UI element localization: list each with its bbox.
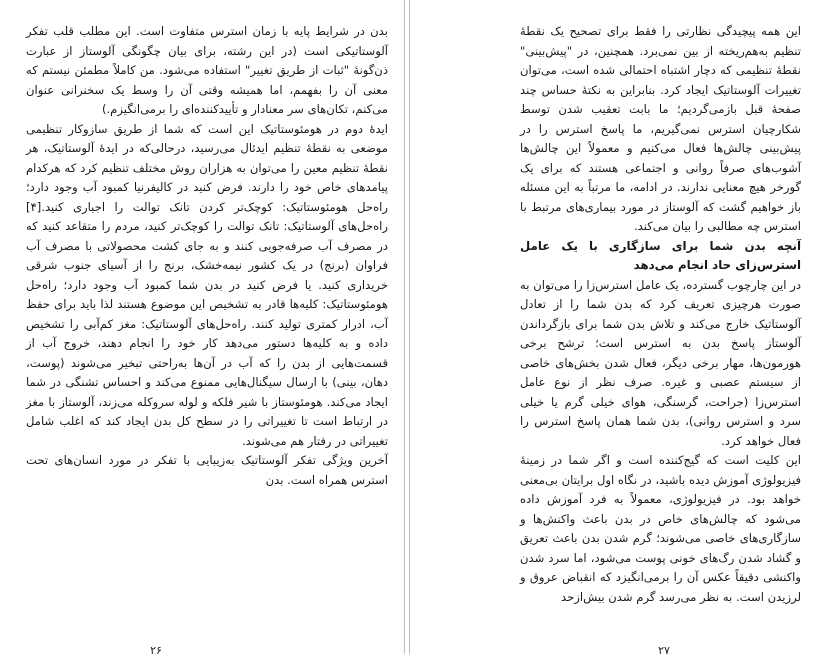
left-page-number: ۲۶: [150, 644, 162, 654]
right-paragraph-2: این کلیت است که گیج‌کننده است و اگر شما در زمینهٔ فیزیولوژی آموزش دیده باشید، در نگاه اول برایتان بی‌معنی خواهد بود. در فیزیولوژی، معمولاً به فرد آموزش داده می‌شود که چالش‌های خاص در بدن باعث واکنش‌ها و سازگاری‌های خاصی می‌شوند؛ گرم شدن بدن باعث تعریق و گشاد شدن رگ‌های خونی پوست می‌شود، اما سرد شدن واکنشی دقیقاً عکس آن را برمی‌انگیزد که انقباض عروق و لرزیدن است. به نظر می‌رسد گرم شدن بیش‌ازحد: [520, 453, 801, 604]
section-heading: آنچه بدن شما برای سازگاری با یک عامل استرس‌زای حاد انجام می‌دهد: [520, 238, 801, 272]
left-page: [0, 0, 403, 654]
left-paragraph-3: آخرین ویژگی تفکر آلوستاتیک به‌زیبایی با تفکر در مورد انسان‌های تحت استرس همراه است. بدن: [26, 453, 388, 487]
left-paragraph-2: ایدهٔ دوم در هومئوستاتیک این است که شما از طریق سازوکار تنظیمی موضعی به نقطهٔ تنظیم ایدئال می‌رسید، درحالی‌که در ایدهٔ آلوستاتیک، هر نقطهٔ تنظیم معین را می‌توان به هزاران روش مختلف تنظیم کرد که هرکدام پیامدهای خاص خود را دارند. فرض کنید در کالیفرنیا کمبود آب وجود دارد؛ راه‌حل هومئوستاتیک: کوچک‌تر کردن تانک توالت را اجباری کنید.[۴] راه‌حل‌های آلوستاتیک: تانک توالت را کوچک‌تر کنید، مردم را متقاعد کنید که در مصرف آب صرفه‌جویی کنند و به جای کشت محصولاتی با مصرف آب فراوان (برنج) در یک کشور نیمه‌خشک، برنج را از آسیای جنوب شرقی خریداری کنید. یا فرض کنید در بدن شما کمبود آب وجود دارد؛ راه‌حل هومئوستاتیک: کلیه‌ها قادر به تشخیص این موضوع هستند لذا باید برای حفظ آب، ادرار کمتری تولید کنند. راه‌حل‌های آلوستاتیک: مغز کم‌آبی را تشخیص داده و به کلیه‌ها دستور می‌دهد کار خود را انجام دهند، خروج آب از قسمت‌هایی از بدن را که آب در آن‌ها به‌راحتی تبخیر می‌شوند (پوست، دهان، بینی) با ارسال سیگنال‌هایی ممنوع می‌کند و احساس تشنگی در شما ایجاد می‌کند. هومئوستاز با شیر فلکه و لوله سروکله می‌زند، آلوستاز با مغز در ارتباط است تا تغییراتی را در سطح کل بدن ایجاد کند که اغلب شامل تغییراتی در رفتار هم می‌شوند.: [26, 121, 388, 448]
gutter-divider-right: [409, 0, 410, 654]
right-intro-paragraph: این همه پیچیدگی نظارتی را فقط برای تصحیح یک نقطهٔ تنظیم به‌هم‌ریخته از بین نمی‌برد. همچنین، در "پیش‌بینی" نقطهٔ تنظیمی که دچار اشتباه احتمالی شده است، می‌توان تغییرات آلوستاتیک ایجاد کرد. بنابراین به نکتهٔ حساس چند صفحهٔ قبل بازمی‌گردیم؛ ما بابت تعقیب شدن توسط شکارچیان استرس نمی‌گیریم، ما پاسخ استرس را در پیش‌بینی چالش‌ها فعال می‌کنیم و معمولاً این چالش‌ها آشوب‌های صرفاً روانی و اجتماعی هستند که برای یک گورخر هیچ معنایی ندارند. در ادامه، ما مرتباً به این مسئله باز خواهیم گشت که آلوستاز در مورد بیماری‌های مرتبط با استرس چه مطالبی را بیان می‌کند.: [520, 24, 801, 233]
right-page: [412, 0, 815, 654]
right-page-number: ۲۷: [658, 644, 670, 654]
gutter-divider-left: [404, 0, 405, 654]
right-paragraph-1: در این چارچوب گسترده، یک عامل استرس‌زا را می‌توان به صورت هرچیزی تعریف کرد که بدن شما را از تعادل آلوستاتیک خارج می‌کند و تلاش بدن شما برای بازگرداندن آلوستاز پاسخ بدن به استرس است؛ ترشح برخی هورمون‌ها، مهار برخی دیگر، فعال شدن بخش‌های خاصی از سیستم عصبی و غیره. صرف نظر از نوع عامل استرس‌زا (جراحت، گرسنگی، هوای خیلی گرم یا خیلی سرد و استرس روانی)، بدن شما همان پاسخ استرس را فعال خواهد کرد.: [520, 277, 801, 448]
left-paragraph-1: بدن در شرایط پایه با زمان استرس متفاوت است. این مطلب قلب تفکر آلوستاتیکی است (در این رشته، برای بیان چگونگی آلوستاز از عبارت ذن‌گونهٔ "ثبات از طریق تغییر" استفاده می‌شود. من کاملاً مطمئن نیستم که معنی آن را بفهمم، اما همیشه وقتی آن را وسط یک سخنرانی عنوان می‌کنم، تکان‌های سر معنادار و تأییدکننده‌ای را برمی‌انگیزم.): [26, 24, 388, 116]
right-page-text: [520, 22, 801, 607]
left-page-text: [26, 22, 388, 490]
